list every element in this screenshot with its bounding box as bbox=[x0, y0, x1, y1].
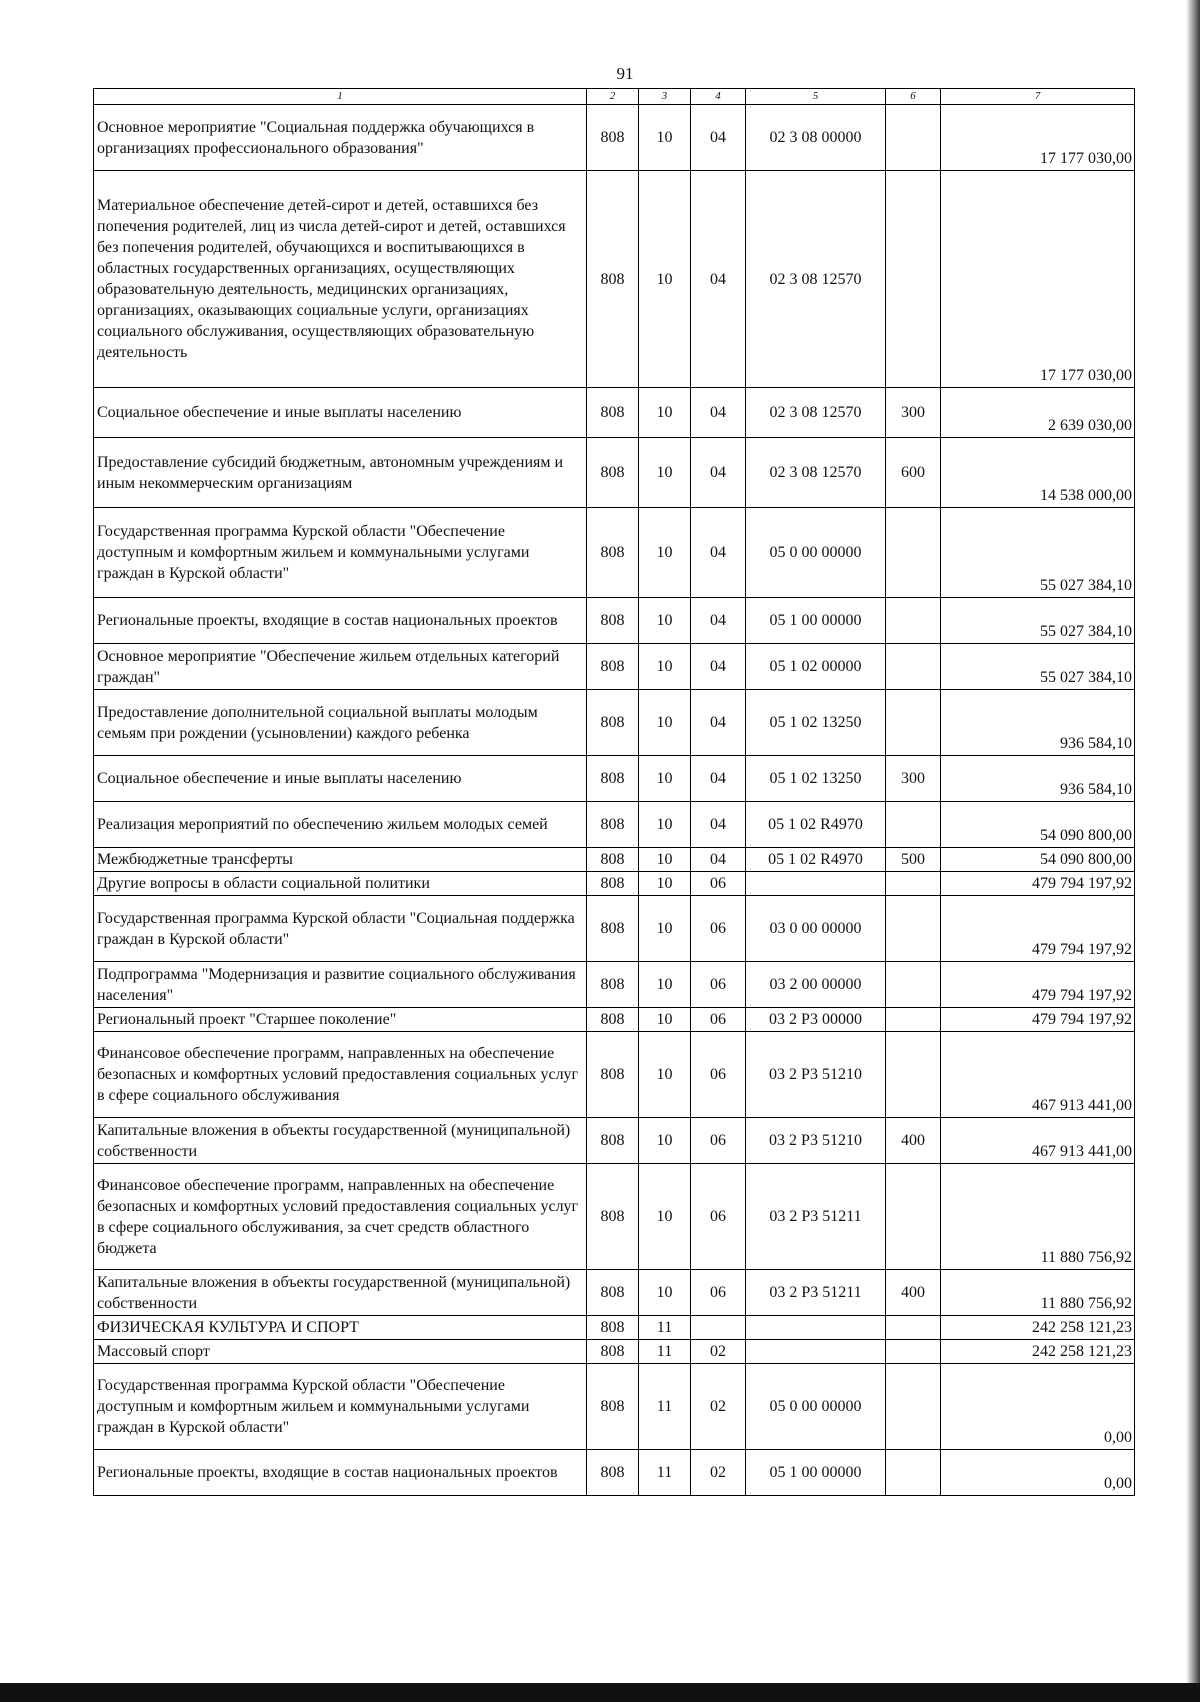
row-code-5-cell: 03 2 00 00000 bbox=[746, 962, 886, 1008]
row-code-6-cell bbox=[886, 872, 941, 896]
row-code-4-cell: 04 bbox=[691, 802, 746, 848]
row-code-5-cell bbox=[746, 1340, 886, 1364]
row-code-3-cell: 10 bbox=[639, 756, 691, 802]
row-code-4-cell: 02 bbox=[691, 1340, 746, 1364]
row-code-2-cell: 808 bbox=[587, 1164, 639, 1270]
row-name-cell: Государственная программа Курской области "Социальная поддержка граждан в Курской области" bbox=[94, 896, 587, 962]
row-code-3-cell: 10 bbox=[639, 872, 691, 896]
row-code-4-cell: 04 bbox=[691, 508, 746, 598]
header-cell-3: 3 bbox=[639, 89, 691, 105]
row-name-cell: Основное мероприятие "Обеспечение жильем отдельных категорий граждан" bbox=[94, 644, 587, 690]
row-code-4-cell: 06 bbox=[691, 1032, 746, 1118]
table-row bbox=[94, 1164, 1135, 1270]
budget-table bbox=[93, 88, 1135, 1496]
row-sum-cell: 54 090 800,00 bbox=[941, 848, 1135, 872]
row-code-6-cell bbox=[886, 644, 941, 690]
row-code-6-cell bbox=[886, 802, 941, 848]
table-row bbox=[94, 1340, 1135, 1364]
row-sum-cell: 936 584,10 bbox=[941, 690, 1135, 756]
row-sum-cell: 467 913 441,00 bbox=[941, 1118, 1135, 1164]
header-row bbox=[94, 89, 1135, 105]
row-code-5-cell: 05 1 02 13250 bbox=[746, 756, 886, 802]
row-code-5-cell: 05 0 00 00000 bbox=[746, 1364, 886, 1450]
row-code-3-cell: 11 bbox=[639, 1340, 691, 1364]
row-name-cell: Подпрограмма "Модернизация и развитие социального обслуживания населения" bbox=[94, 962, 587, 1008]
header-cell-5: 5 bbox=[746, 89, 886, 105]
table-row bbox=[94, 1008, 1135, 1032]
row-sum-cell: 55 027 384,10 bbox=[941, 508, 1135, 598]
row-code-6-cell bbox=[886, 1008, 941, 1032]
row-code-4-cell bbox=[691, 1316, 746, 1340]
row-code-6-cell: 500 bbox=[886, 848, 941, 872]
row-code-5-cell: 05 1 02 R4970 bbox=[746, 802, 886, 848]
row-code-4-cell: 04 bbox=[691, 690, 746, 756]
table-row bbox=[94, 171, 1135, 388]
row-code-3-cell: 10 bbox=[639, 802, 691, 848]
header-cell-2: 2 bbox=[587, 89, 639, 105]
row-code-3-cell: 10 bbox=[639, 388, 691, 438]
table-row bbox=[94, 388, 1135, 438]
row-code-3-cell: 11 bbox=[639, 1364, 691, 1450]
row-code-4-cell: 06 bbox=[691, 1164, 746, 1270]
row-code-4-cell: 06 bbox=[691, 896, 746, 962]
row-code-2-cell: 808 bbox=[587, 962, 639, 1008]
table-row bbox=[94, 1316, 1135, 1340]
row-code-3-cell: 10 bbox=[639, 848, 691, 872]
table-row bbox=[94, 1450, 1135, 1496]
row-code-2-cell: 808 bbox=[587, 1316, 639, 1340]
row-code-4-cell: 04 bbox=[691, 105, 746, 171]
row-name-cell: ФИЗИЧЕСКАЯ КУЛЬТУРА И СПОРТ bbox=[94, 1316, 587, 1340]
row-name-cell: Финансовое обеспечение программ, направленных на обеспечение безопасных и комфортных условий предоставления социальных услуг в сфере социального обслуживания, за счет средств областного бюджета bbox=[94, 1164, 587, 1270]
row-name-cell: Предоставление субсидий бюджетным, автономным учреждениям и иным некоммерческим организациям bbox=[94, 438, 587, 508]
table-row bbox=[94, 1364, 1135, 1450]
row-name-cell: Предоставление дополнительной социальной выплаты молодым семьям при рождении (усыновлении) каждого ребенка bbox=[94, 690, 587, 756]
row-sum-cell: 54 090 800,00 bbox=[941, 802, 1135, 848]
row-code-6-cell: 300 bbox=[886, 388, 941, 438]
row-code-5-cell bbox=[746, 1316, 886, 1340]
table-row bbox=[94, 690, 1135, 756]
page-number: 91 bbox=[616, 64, 634, 83]
row-code-3-cell: 11 bbox=[639, 1316, 691, 1340]
row-code-2-cell: 808 bbox=[587, 802, 639, 848]
row-code-2-cell: 808 bbox=[587, 690, 639, 756]
row-sum-cell: 936 584,10 bbox=[941, 756, 1135, 802]
row-code-4-cell: 06 bbox=[691, 1270, 746, 1316]
scan-bottom-band bbox=[0, 1683, 1200, 1702]
row-sum-cell: 11 880 756,92 bbox=[941, 1270, 1135, 1316]
row-sum-cell: 242 258 121,23 bbox=[941, 1340, 1135, 1364]
row-name-cell: Финансовое обеспечение программ, направленных на обеспечение безопасных и комфортных условий предоставления социальных услуг в сфере социального обслуживания bbox=[94, 1032, 587, 1118]
row-code-4-cell: 06 bbox=[691, 872, 746, 896]
row-code-3-cell: 10 bbox=[639, 438, 691, 508]
row-code-2-cell: 808 bbox=[587, 1450, 639, 1496]
row-code-6-cell bbox=[886, 171, 941, 388]
row-sum-cell: 17 177 030,00 bbox=[941, 171, 1135, 388]
row-code-6-cell bbox=[886, 598, 941, 644]
row-code-4-cell: 04 bbox=[691, 598, 746, 644]
row-code-6-cell bbox=[886, 1340, 941, 1364]
row-code-4-cell: 04 bbox=[691, 388, 746, 438]
row-name-cell: Межбюджетные трансферты bbox=[94, 848, 587, 872]
row-code-5-cell: 03 2 P3 51211 bbox=[746, 1164, 886, 1270]
row-code-4-cell: 04 bbox=[691, 756, 746, 802]
row-code-4-cell: 04 bbox=[691, 848, 746, 872]
row-code-5-cell: 02 3 08 12570 bbox=[746, 171, 886, 388]
row-code-5-cell: 02 3 08 12570 bbox=[746, 388, 886, 438]
row-name-cell: Государственная программа Курской области "Обеспечение доступным и комфортным жильем и коммунальными услугами граждан в Курской области" bbox=[94, 1364, 587, 1450]
row-code-2-cell: 808 bbox=[587, 171, 639, 388]
row-code-5-cell: 05 1 02 13250 bbox=[746, 690, 886, 756]
table-row bbox=[94, 1118, 1135, 1164]
row-code-5-cell: 03 0 00 00000 bbox=[746, 896, 886, 962]
row-code-4-cell: 04 bbox=[691, 644, 746, 690]
row-code-6-cell bbox=[886, 1450, 941, 1496]
table-row bbox=[94, 962, 1135, 1008]
row-code-3-cell: 10 bbox=[639, 962, 691, 1008]
header-cell-6: 6 bbox=[886, 89, 941, 105]
row-code-5-cell: 02 3 08 00000 bbox=[746, 105, 886, 171]
table-row bbox=[94, 644, 1135, 690]
row-code-2-cell: 808 bbox=[587, 1270, 639, 1316]
table-row bbox=[94, 1032, 1135, 1118]
table-row bbox=[94, 756, 1135, 802]
row-sum-cell: 479 794 197,92 bbox=[941, 962, 1135, 1008]
row-name-cell: Государственная программа Курской области "Обеспечение доступным и комфортным жильем и коммунальными услугами граждан в Курской области" bbox=[94, 508, 587, 598]
table-row bbox=[94, 508, 1135, 598]
row-code-6-cell bbox=[886, 105, 941, 171]
row-code-5-cell: 03 2 P3 51210 bbox=[746, 1032, 886, 1118]
row-code-2-cell: 808 bbox=[587, 848, 639, 872]
table-row bbox=[94, 802, 1135, 848]
row-sum-cell: 11 880 756,92 bbox=[941, 1164, 1135, 1270]
table-row bbox=[94, 872, 1135, 896]
row-code-6-cell bbox=[886, 1364, 941, 1450]
row-code-5-cell bbox=[746, 872, 886, 896]
row-code-3-cell: 10 bbox=[639, 1164, 691, 1270]
table-row bbox=[94, 896, 1135, 962]
table-row bbox=[94, 105, 1135, 171]
row-name-cell: Массовый спорт bbox=[94, 1340, 587, 1364]
row-code-6-cell: 600 bbox=[886, 438, 941, 508]
row-code-2-cell: 808 bbox=[587, 1118, 639, 1164]
row-name-cell: Капитальные вложения в объекты государственной (муниципальной) собственности bbox=[94, 1270, 587, 1316]
row-sum-cell: 55 027 384,10 bbox=[941, 598, 1135, 644]
row-code-2-cell: 808 bbox=[587, 1340, 639, 1364]
row-code-2-cell: 808 bbox=[587, 872, 639, 896]
table-row bbox=[94, 1270, 1135, 1316]
row-name-cell: Региональные проекты, входящие в состав национальных проектов bbox=[94, 1450, 587, 1496]
row-name-cell: Капитальные вложения в объекты государственной (муниципальной) собственности bbox=[94, 1118, 587, 1164]
row-code-3-cell: 10 bbox=[639, 896, 691, 962]
row-code-3-cell: 11 bbox=[639, 1450, 691, 1496]
row-code-6-cell bbox=[886, 1032, 941, 1118]
row-sum-cell: 479 794 197,92 bbox=[941, 872, 1135, 896]
row-sum-cell: 242 258 121,23 bbox=[941, 1316, 1135, 1340]
row-code-5-cell: 05 1 02 R4970 bbox=[746, 848, 886, 872]
row-code-5-cell: 05 1 02 00000 bbox=[746, 644, 886, 690]
row-code-4-cell: 06 bbox=[691, 962, 746, 1008]
row-code-2-cell: 808 bbox=[587, 1032, 639, 1118]
row-code-2-cell: 808 bbox=[587, 1008, 639, 1032]
row-code-2-cell: 808 bbox=[587, 508, 639, 598]
header-cell-7: 7 bbox=[941, 89, 1135, 105]
row-sum-cell: 479 794 197,92 bbox=[941, 1008, 1135, 1032]
row-code-2-cell: 808 bbox=[587, 756, 639, 802]
row-code-4-cell: 04 bbox=[691, 438, 746, 508]
row-code-4-cell: 06 bbox=[691, 1008, 746, 1032]
row-code-4-cell: 02 bbox=[691, 1450, 746, 1496]
row-code-5-cell: 05 1 00 00000 bbox=[746, 1450, 886, 1496]
row-name-cell: Другие вопросы в области социальной политики bbox=[94, 872, 587, 896]
row-name-cell: Материальное обеспечение детей-сирот и детей, оставшихся без попечения родителей, лиц из числа детей-сирот и детей, оставшихся без попечения родителей, обучающихся и воспитывающихся в областных государственных организациях, осуществляющих образовательную деятельность, медицинских организациях, организациях, оказывающих социальные услуги, организациях социального обслуживания, осуществляющих образовательную деятельность bbox=[94, 171, 587, 388]
header-cell-1: 1 bbox=[94, 89, 587, 105]
row-code-2-cell: 808 bbox=[587, 105, 639, 171]
row-code-6-cell bbox=[886, 508, 941, 598]
row-code-4-cell: 06 bbox=[691, 1118, 746, 1164]
row-code-5-cell: 02 3 08 12570 bbox=[746, 438, 886, 508]
row-code-4-cell: 02 bbox=[691, 1364, 746, 1450]
row-code-3-cell: 10 bbox=[639, 690, 691, 756]
row-code-4-cell: 04 bbox=[691, 171, 746, 388]
row-name-cell: Реализация мероприятий по обеспечению жильем молодых семей bbox=[94, 802, 587, 848]
row-code-2-cell: 808 bbox=[587, 438, 639, 508]
row-code-6-cell: 300 bbox=[886, 756, 941, 802]
row-sum-cell: 55 027 384,10 bbox=[941, 644, 1135, 690]
row-name-cell: Основное мероприятие "Социальная поддержка обучающихся в организациях профессионального образования" bbox=[94, 105, 587, 171]
row-code-6-cell bbox=[886, 896, 941, 962]
row-code-3-cell: 10 bbox=[639, 644, 691, 690]
row-code-2-cell: 808 bbox=[587, 388, 639, 438]
row-sum-cell: 479 794 197,92 bbox=[941, 896, 1135, 962]
row-code-6-cell bbox=[886, 690, 941, 756]
row-sum-cell: 0,00 bbox=[941, 1364, 1135, 1450]
row-code-3-cell: 10 bbox=[639, 1008, 691, 1032]
row-name-cell: Региональный проект "Старшее поколение" bbox=[94, 1008, 587, 1032]
row-sum-cell: 2 639 030,00 bbox=[941, 388, 1135, 438]
row-code-5-cell: 05 1 00 00000 bbox=[746, 598, 886, 644]
row-code-6-cell bbox=[886, 1164, 941, 1270]
row-code-6-cell bbox=[886, 1316, 941, 1340]
row-code-2-cell: 808 bbox=[587, 598, 639, 644]
row-code-5-cell: 03 2 P3 51210 bbox=[746, 1118, 886, 1164]
row-code-3-cell: 10 bbox=[639, 171, 691, 388]
row-code-5-cell: 05 0 00 00000 bbox=[746, 508, 886, 598]
table-row bbox=[94, 598, 1135, 644]
row-code-3-cell: 10 bbox=[639, 1270, 691, 1316]
row-code-3-cell: 10 bbox=[639, 508, 691, 598]
row-name-cell: Региональные проекты, входящие в состав национальных проектов bbox=[94, 598, 587, 644]
row-code-3-cell: 10 bbox=[639, 1118, 691, 1164]
row-code-6-cell bbox=[886, 962, 941, 1008]
row-code-3-cell: 10 bbox=[639, 105, 691, 171]
row-code-3-cell: 10 bbox=[639, 1032, 691, 1118]
row-sum-cell: 0,00 bbox=[941, 1450, 1135, 1496]
header-cell-4: 4 bbox=[691, 89, 746, 105]
row-code-6-cell: 400 bbox=[886, 1118, 941, 1164]
scan-edge-shadow bbox=[1186, 0, 1200, 1702]
table-body bbox=[94, 89, 1135, 1496]
table-row bbox=[94, 438, 1135, 508]
row-name-cell: Социальное обеспечение и иные выплаты населению bbox=[94, 388, 587, 438]
row-sum-cell: 17 177 030,00 bbox=[941, 105, 1135, 171]
row-code-2-cell: 808 bbox=[587, 896, 639, 962]
row-code-5-cell: 03 2 P3 51211 bbox=[746, 1270, 886, 1316]
row-code-3-cell: 10 bbox=[639, 598, 691, 644]
row-code-2-cell: 808 bbox=[587, 1364, 639, 1450]
row-sum-cell: 467 913 441,00 bbox=[941, 1032, 1135, 1118]
row-sum-cell: 14 538 000,00 bbox=[941, 438, 1135, 508]
row-code-5-cell: 03 2 P3 00000 bbox=[746, 1008, 886, 1032]
table-row bbox=[94, 848, 1135, 872]
row-code-6-cell: 400 bbox=[886, 1270, 941, 1316]
row-name-cell: Социальное обеспечение и иные выплаты населению bbox=[94, 756, 587, 802]
row-code-2-cell: 808 bbox=[587, 644, 639, 690]
